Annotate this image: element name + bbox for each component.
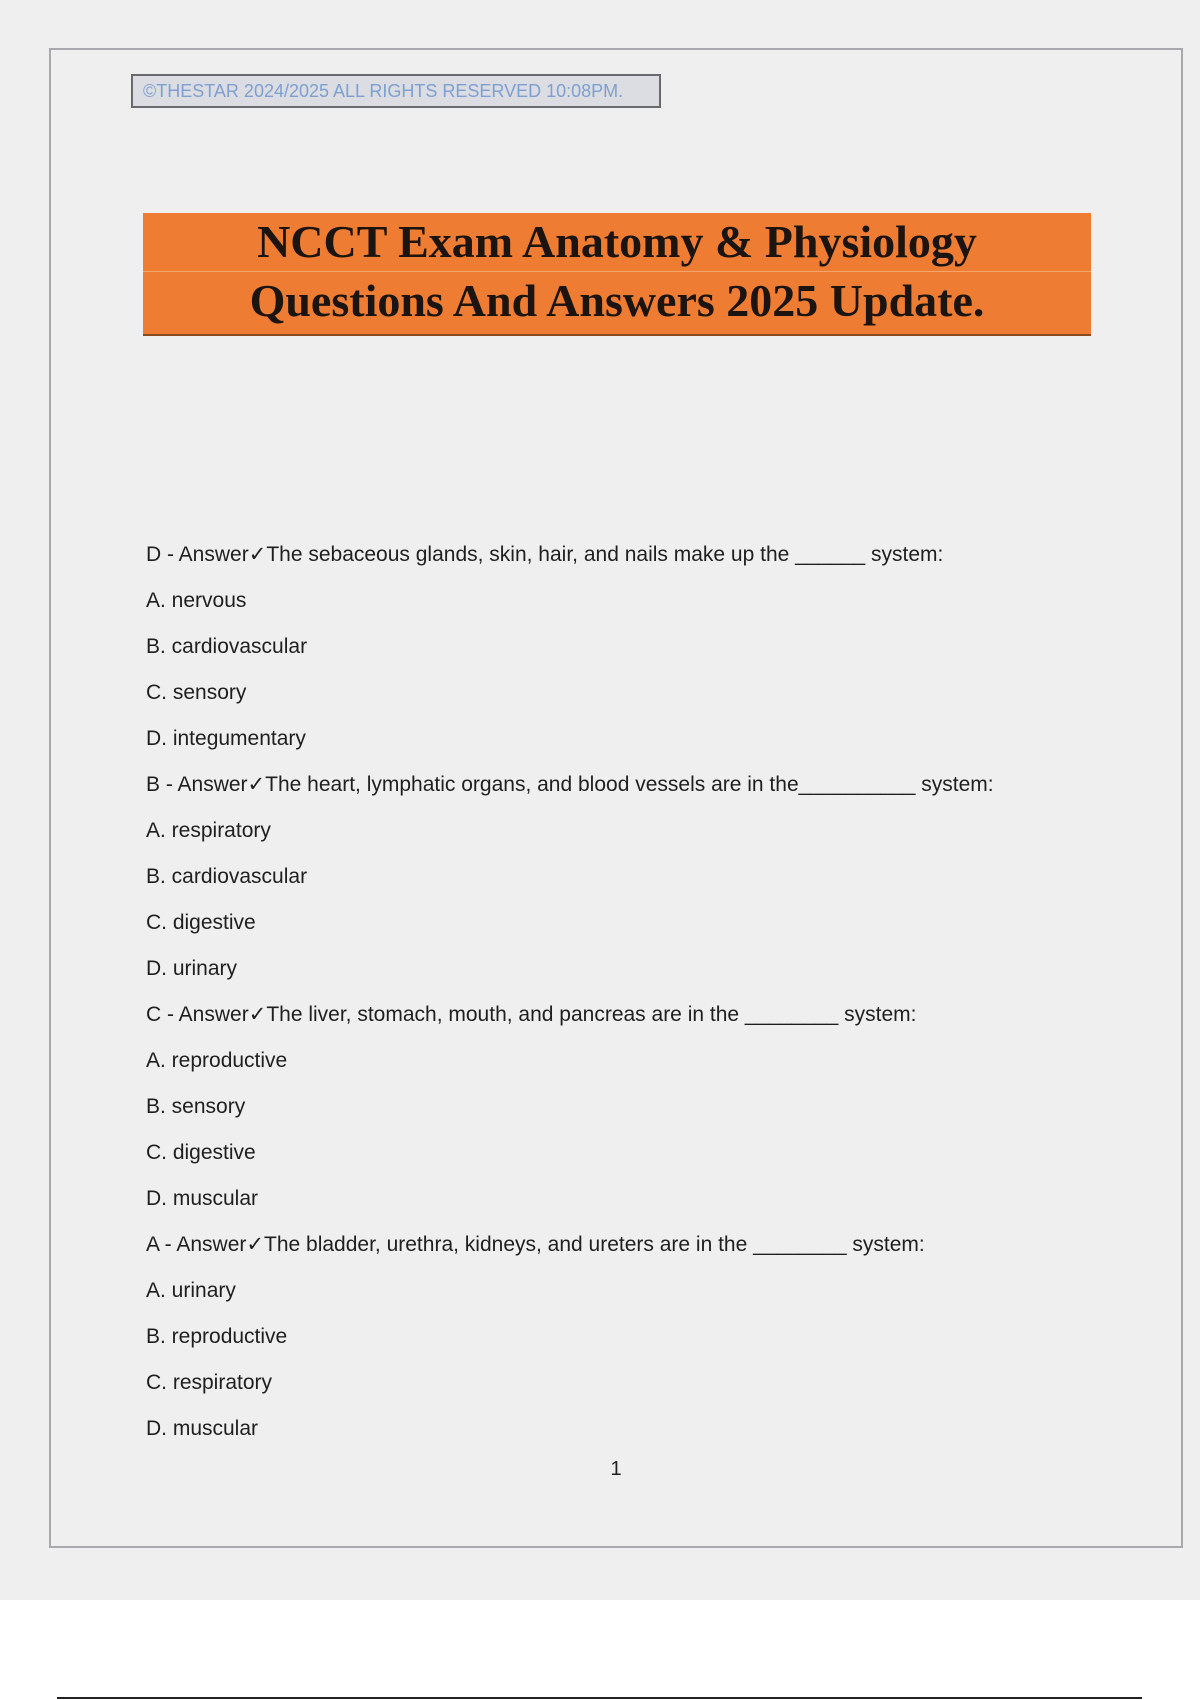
next-page-divider (57, 1697, 1142, 1699)
answer-key: B - Answer (146, 773, 248, 796)
question-list (146, 532, 1146, 1452)
question-4 (146, 1222, 1146, 1268)
question-text: The sebaceous glands, skin, hair, and nails make up the ______ system: (266, 543, 944, 566)
page-title-line-2: Questions And Answers 2025 Update. (249, 275, 985, 326)
copyright-notice: ©THESTAR 2024/2025 ALL RIGHTS RESERVED 10:08PM. (131, 74, 661, 108)
option: D. muscular (146, 1187, 259, 1210)
answer-key: A - Answer (146, 1233, 247, 1256)
option: A. urinary (146, 1279, 236, 1302)
question-text: The liver, stomach, mouth, and pancreas are in the ________ system: (266, 1003, 917, 1026)
check-mark-icon: ✓ (246, 1233, 264, 1256)
question-3 (146, 992, 1146, 1038)
option: A. reproductive (146, 1049, 288, 1072)
question-text: The heart, lymphatic organs, and blood vessels are in the__________ system: (265, 773, 994, 796)
option: B. reproductive (146, 1325, 288, 1348)
check-mark-icon: ✓ (248, 543, 267, 566)
option: B. cardiovascular (146, 865, 308, 888)
option: D. muscular (146, 1417, 259, 1440)
option: D. urinary (146, 957, 238, 980)
option: C. digestive (146, 1141, 256, 1164)
check-mark-icon: ✓ (247, 773, 266, 796)
title-banner (143, 213, 1091, 336)
question-1 (146, 532, 1146, 578)
option: C. respiratory (146, 1371, 273, 1394)
answer-key: C - Answer (146, 1003, 249, 1026)
option: D. integumentary (146, 727, 306, 750)
question-2 (146, 762, 1146, 808)
option: B. sensory (146, 1095, 246, 1118)
option: A. respiratory (146, 819, 271, 842)
document-page (49, 48, 1183, 1548)
check-mark-icon: ✓ (248, 1003, 267, 1026)
option: A. nervous (146, 589, 247, 612)
option: C. sensory (146, 681, 247, 704)
answer-key: D - Answer (146, 543, 249, 566)
page-number: 1 (610, 1458, 622, 1480)
page-title-line-1: NCCT Exam Anatomy & Physiology (143, 213, 1091, 272)
option: B. cardiovascular (146, 635, 308, 658)
question-text: The bladder, urethra, kidneys, and ureters are in the ________ system: (264, 1233, 925, 1256)
option: C. digestive (146, 911, 256, 934)
